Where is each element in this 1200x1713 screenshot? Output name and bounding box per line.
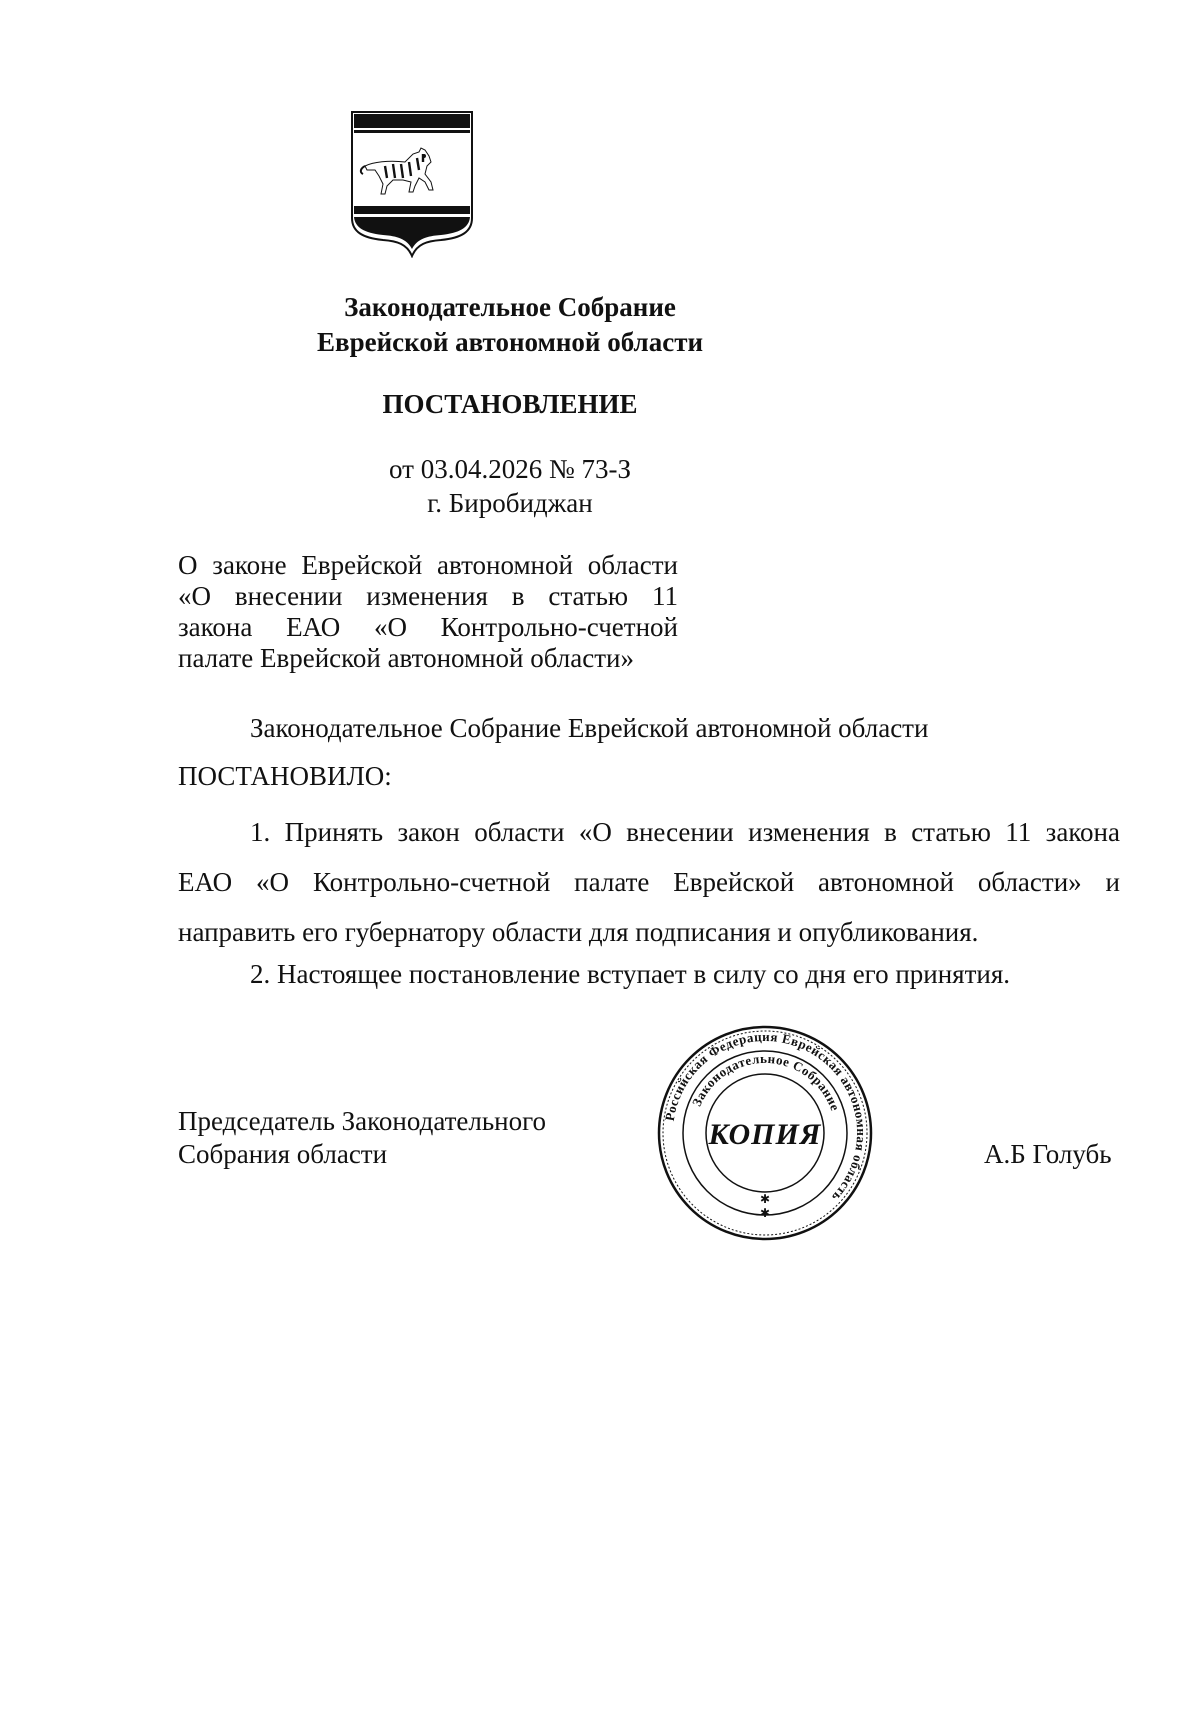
subject-line: «О внесении изменения в статью 11 (178, 581, 678, 611)
body-intro: Законодательное Собрание Еврейской автономной области (250, 713, 929, 743)
resolution-item-1 (178, 807, 1120, 957)
signatory-title-line2: Собрания области (178, 1139, 388, 1169)
body-resolved: ПОСТАНОВИЛО: (178, 761, 392, 791)
organization-name-line2: Еврейской автономной области (316, 327, 704, 357)
item-line: 1. Принять закон области «О внесении изменения в статью 11 закона (250, 817, 1120, 847)
stamp-inner-text: Законодательное Собрание (688, 1050, 844, 1114)
signatory-title-line1: Председатель Законодательного (178, 1106, 547, 1136)
organization-name (180, 290, 840, 360)
signatory-name: А.Б Голубь (984, 1139, 1112, 1169)
document-subject (178, 550, 678, 674)
document-city: г. Биробиджан (427, 488, 593, 518)
stamp-star: ✱ (759, 1206, 771, 1220)
signatory-title (178, 1105, 546, 1171)
resolution-item-2: 2. Настоящее постановление вступает в силу со дня его принятия. (250, 959, 1011, 989)
stamp-center-word: КОПИЯ (708, 1118, 822, 1151)
organization-name-line1: Законодательное Собрание (344, 292, 676, 322)
subject-line: закона ЕАО «О Контрольно-счетной (178, 612, 678, 642)
document-type: ПОСТАНОВЛЕНИЕ (382, 389, 638, 419)
item-line: направить его губернатору области для подписания и опубликования. (178, 917, 979, 947)
document-date-number: от 03.04.2026 № 73-З (389, 454, 631, 484)
coat-of-arms-emblem (349, 110, 475, 258)
item-line: ЕАО «О Контрольно-счетной палате Еврейской автономной области» и (178, 867, 1120, 897)
subject-line: О законе Еврейской автономной области (178, 550, 678, 580)
stamp-outer-text: Российская Федерация Еврейская автономная область (661, 1028, 870, 1206)
stamp-star: ✱ (759, 1192, 771, 1206)
subject-line: палате Еврейской автономной области» (178, 643, 634, 673)
